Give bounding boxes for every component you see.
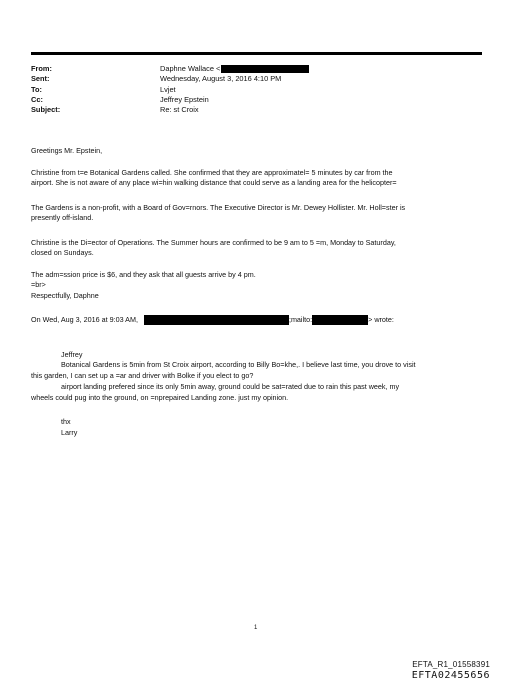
quoted-line-3: airport landing prefered since its only 5min away, ground could be sat=rated due to rain this past week, my [61,382,400,391]
paragraph-3-line-2: closed on Sundays. [31,248,94,257]
sent-value: Wednesday, August 3, 2016 4:10 PM [160,74,282,84]
quote-attribution [31,315,491,325]
page-number: 1 [254,625,258,631]
to-label: To: [31,84,42,94]
paragraph-4-line-1: The adm=ssion price is $6, and they ask that all guests arrive by 4 pm. [31,270,256,279]
cc-value: Jeffrey Epstein [160,94,209,104]
quote-date: On Wed, Aug 3, 2016 at 9:03 AM, [31,315,138,324]
quoted-line-1: Botanical Gardens is 5min from St Croix airport, according to Billy Bo=khe,. I believe last time, you drove to visit [61,360,416,369]
header-rule [31,52,482,55]
quoted-signature: Larry [61,428,78,437]
bates-number-1: EFTA_R1_01558391 [412,660,490,669]
quote-wrote: > wrote: [368,315,394,324]
bates-number-2: EFTA02455656 [411,670,490,681]
redaction-box [221,65,309,73]
signoff: Respectfully, Daphne [31,291,99,300]
quoted-thx: thx [61,417,71,426]
paragraph-1-line-1: Christine from t=e Botanical Gardens called. She confirmed that they are approximatel= 5 minutes by car from the [31,168,393,177]
redaction-box [144,315,289,325]
paragraph-2-line-2: presently off-island. [31,213,94,222]
quoted-line-2: this garden, I can set up a =ar and driver with Bolke if you elect to go? [31,371,254,380]
subject-label: Subject: [31,105,61,115]
quoted-name: Jeffrey [61,350,83,359]
to-value: Lvjet [160,84,176,94]
paragraph-4-line-2: =br> [31,280,46,289]
from-label: From: [31,64,52,73]
sent-label: Sent: [31,74,50,84]
quote-mailto: ;mailto: [288,315,313,324]
greeting: Greetings Mr. Epstein, [31,146,103,155]
redaction-box [312,315,368,325]
cc-label: Cc: [31,94,43,104]
quoted-line-4: wheels could pug into the ground, on =nprepaired Landing zone. just my opinion. [31,393,289,402]
from-value [160,64,309,74]
paragraph-2-line-1: The Gardens is a non-profit, with a Board of Gov=rnors. The Executive Director is Mr. Dewey Hollister. Mr. Holl=ster is [31,203,406,212]
paragraph-1-line-2: airport. She is not aware of any place wi=hin walking distance that could serve as a landing area for the helicopter= [31,178,397,187]
paragraph-3-line-1: Christine is the Di=ector of Operations. The Summer hours are confirmed to be 9 am to 5 =m, Monday to Saturday, [31,238,396,247]
from-name: Daphne Wallace < [160,64,221,73]
subject-value: Re: st Croix [160,105,199,115]
